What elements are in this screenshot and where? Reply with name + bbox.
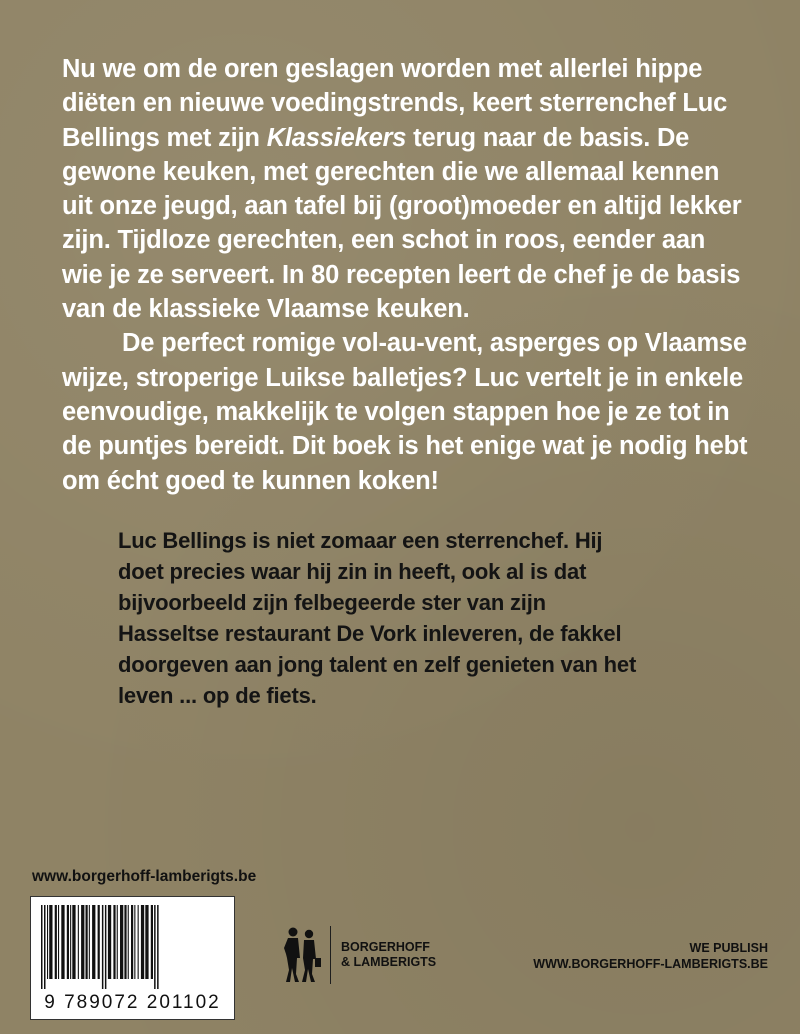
barcode-bar bbox=[138, 905, 139, 979]
barcode-bar bbox=[105, 905, 107, 989]
barcode-bar bbox=[117, 905, 118, 979]
publisher-name: BORGERHOFF & LAMBERIGTS bbox=[341, 940, 437, 969]
barcode-bar bbox=[131, 905, 133, 979]
barcode-bar bbox=[92, 905, 95, 979]
barcode-bar bbox=[72, 905, 75, 979]
barcode-bar bbox=[81, 905, 84, 979]
barcode-bar bbox=[61, 905, 64, 979]
barcode-bar bbox=[154, 905, 156, 989]
book-title-emphasis: Klassiekers bbox=[266, 123, 407, 152]
barcode-bar bbox=[108, 905, 111, 979]
barcode-bar bbox=[145, 905, 148, 979]
publisher-logo bbox=[278, 922, 436, 988]
barcode-bar bbox=[47, 905, 48, 979]
author-bio-text: Luc Bellings is niet zomaar een sterrenchef. Hij doet precies waar hij zin in heeft, ook al is dat bijvoorbeeld zijn felbegeerde ster van zijn Hasseltse restaurant De Vork inleveren, de fakkel doorgeven aan jong talent en zelf genieten van het leven ... op de fiets. bbox=[118, 528, 637, 708]
two-walking-men-icon bbox=[278, 924, 326, 986]
barcode bbox=[30, 896, 235, 1020]
blurb bbox=[62, 52, 752, 498]
barcode-bar bbox=[98, 905, 100, 979]
barcode-bar bbox=[128, 905, 129, 979]
barcode-bar bbox=[102, 905, 104, 989]
barcode-bar bbox=[70, 905, 71, 979]
barcode-bar bbox=[41, 905, 43, 989]
barcode-bar bbox=[151, 905, 153, 979]
publisher-website[interactable]: www.borgerhoff-lamberigts.be bbox=[32, 868, 257, 885]
barcode-bars bbox=[39, 905, 226, 989]
barcode-bar bbox=[44, 905, 46, 989]
barcode-bar bbox=[67, 905, 69, 979]
we-publish-label: WE PUBLISH bbox=[689, 941, 768, 955]
barcode-bar bbox=[141, 905, 144, 979]
logo-divider bbox=[330, 926, 331, 984]
barcode-bar bbox=[78, 905, 79, 979]
barcode-bar bbox=[120, 905, 123, 979]
barcode-bar bbox=[124, 905, 126, 979]
barcode-bar bbox=[157, 905, 159, 989]
we-publish-url[interactable]: WWW.BORGERHOFF-LAMBERIGTS.BE bbox=[533, 957, 768, 971]
barcode-bar bbox=[55, 905, 57, 979]
barcode-bar bbox=[113, 905, 115, 979]
barcode-bar bbox=[89, 905, 90, 979]
blurb-paragraph-1: Nu we om de oren geslagen worden met allerlei hippe diëten en nieuwe voedingstrends, keert sterrenchef Luc Bellings met zijn Klassiekers terug naar de basis. De gewone keuken, met gerechten die we allemaal kennen uit onze jeugd, aan tafel bij (groot)moeder en altijd lekker zijn. Tijdloze gerechten, een schot in roos, eender aan wie je ze serveert. In 80 recepten leert de chef je de basis van de klassieke Vlaamse keuken. bbox=[62, 55, 742, 324]
we-publish-block bbox=[533, 940, 768, 972]
isbn-number: 9 789072 201102 bbox=[44, 992, 221, 1013]
barcode-bar bbox=[86, 905, 88, 979]
barcode-bar bbox=[49, 905, 52, 979]
barcode-bar bbox=[134, 905, 135, 979]
blurb-paragraph-2: De perfect romige vol-au-vent, asperges op Vlaamse wijze, stroperige Luikse balletjes? Luc vertelt je in enkele eenvoudige, makkelijk te volgen stappen hoe je ze tot in de puntjes bereidt. Dit boek is het enige wat je nodig hebt om écht goed te kunnen koken! bbox=[62, 329, 748, 495]
barcode-bar bbox=[58, 905, 59, 979]
author-bio bbox=[118, 525, 638, 711]
